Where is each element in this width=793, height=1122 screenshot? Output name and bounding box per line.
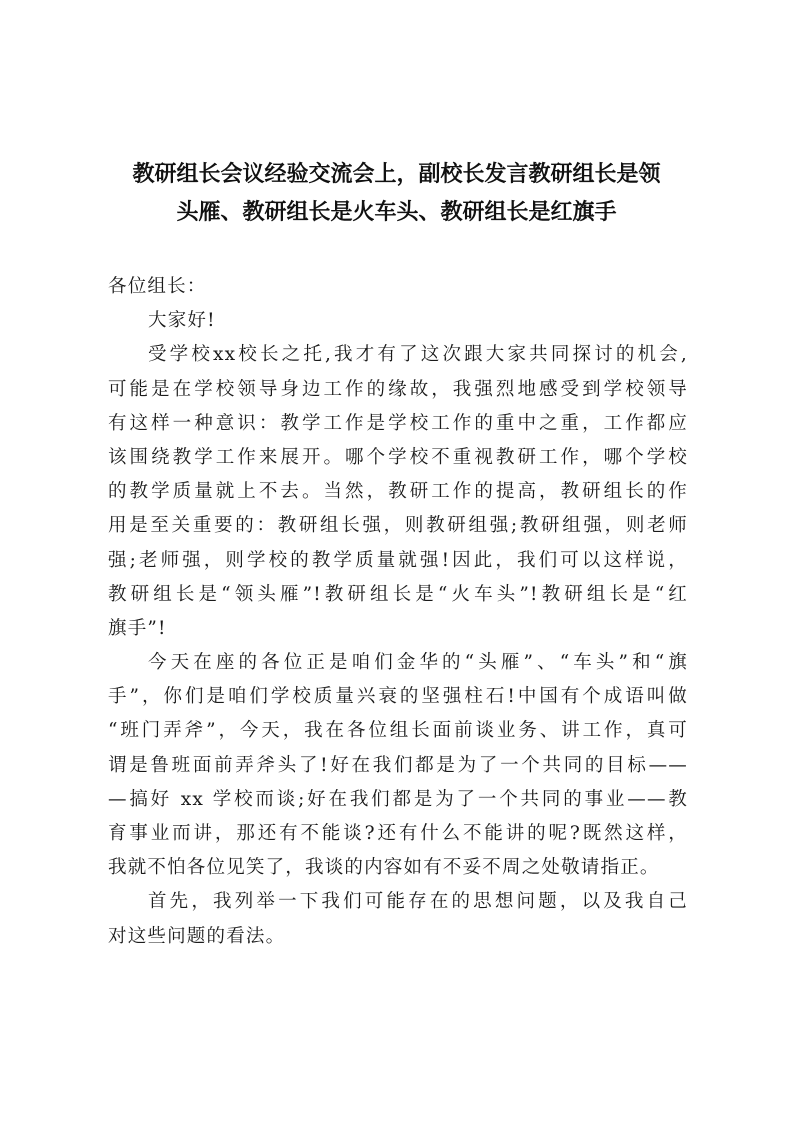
paragraph-line: 可能是在学校领导身边工作的缘故，我强烈地感受到学校领导 (108, 378, 688, 400)
paragraph-line: —搞好 xx 学校而谈;好在我们都是为了一个共同的事业——教 (108, 788, 688, 810)
paragraph-line: 用是至关重要的：教研组长强，则教研组强;教研组强，则老师 (108, 515, 688, 537)
paragraph-line: 教研组长是“领头雁”!教研组长是“火车头”!教研组长是“红 (108, 583, 688, 605)
paragraph-line: 强;老师强，则学校的教学质量就强!因此，我们可以这样说， (108, 549, 688, 571)
paragraph-line: 育事业而讲，那还有不能谈?还有什么不能讲的呢?既然这样， (108, 823, 688, 844)
document-body (108, 270, 688, 954)
paragraph-line: 的教学质量就上不去。当然，教研工作的提高，教研组长的作 (108, 481, 688, 503)
paragraph-line: 有这样一种意识：教学工作是学校工作的重中之重，工作都应 (108, 412, 688, 434)
paragraph-line: “班门弄斧”，今天，我在各位组长面前谈业务、讲工作，真可 (108, 720, 688, 742)
document-title-line-1: 教研组长会议经验交流会上，副校长发言教研组长是领 (132, 161, 661, 187)
paragraph-line: 今天在座的各位正是咱们金华的“头雁”、“车头”和“旗 (148, 652, 688, 674)
paragraph-line: 谓是鲁班面前弄斧头了!好在我们都是为了一个共同的目标—— (108, 754, 688, 776)
paragraph-line: 受学校xx校长之托,我才有了这次跟大家共同探讨的机会, (148, 344, 688, 366)
paragraph-line: 首先，我列举一下我们可能存在的思想问题，以及我自己 (148, 891, 688, 913)
document-title-line-2: 头雁、教研组长是火车头、教研组长是红旗手 (176, 199, 617, 225)
salutation-block (108, 270, 688, 338)
paragraph-line: 对这些问题的看法。 (108, 925, 286, 947)
salutation: 各位组长： (108, 276, 207, 297)
paragraph-line: 旗手”! (108, 617, 167, 639)
greeting: 大家好! (148, 310, 216, 332)
paragraph-3 (108, 885, 688, 953)
paragraph-line: 手”，你们是咱们学校质量兴衰的坚强柱石!中国有个成语叫做 (108, 686, 688, 708)
paragraph-1 (108, 338, 688, 646)
paragraph-2 (108, 646, 688, 885)
paragraph-line: 该围绕教学工作来展开。哪个学校不重视教研工作，哪个学校 (108, 446, 688, 468)
paragraph-line: 我就不怕各位见笑了，我谈的内容如有不妥不周之处敬请指正。 (108, 857, 660, 879)
